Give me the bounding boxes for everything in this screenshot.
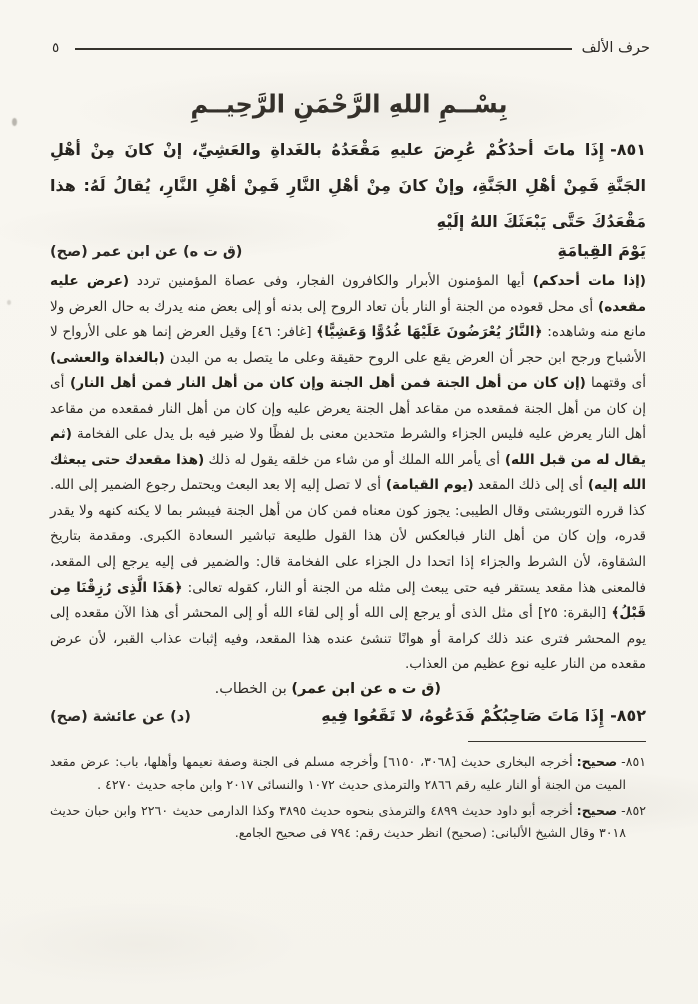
text-segment: أى إن كان من أهل الجنة فمقعده من مقاعد أهل الجنة يعرض عليه وإن كان من أهل النار فمقعده من مقاعد أهل النار يعرض عليه فليس الجزاء والشرط متحدين معنى بل لفظًا ولا ضير فيه بل يدل على الفخامة <box>50 375 646 443</box>
hadith-matn-tail: يَوْمَ القِيامَةِ <box>557 241 646 260</box>
footnotes <box>0 741 698 846</box>
quran-quote: ﴿النَّارُ يُعْرَضُونَ عَلَيْهَا غُدُوًّا وَعَشِيًّا﴾ <box>316 324 543 341</box>
commentary-attribution <box>50 681 646 697</box>
bold-text-segment: (يوم القيامة) <box>380 477 474 494</box>
commentary-section <box>50 269 646 697</box>
commentary-text <box>50 269 646 678</box>
attribution-sources: (ق ت ه عن ابن عمر) <box>291 680 441 697</box>
text-segment: أى إلى ذلك المقعد <box>473 477 583 494</box>
header-rule <box>75 48 571 50</box>
basmala: بِسْــمِ اللهِ الرَّحْمَنِ الرَّحِيــمِ <box>190 89 508 119</box>
hadith-text <box>321 706 646 725</box>
hadith-source: (ق ت ه) عن ابن عمر (صح) <box>50 244 243 260</box>
hadith-matn: إِذَا مَاتَ صَاحِبُكُمْ فَدَعُوهُ، لا تَقَعُوا فِيهِ <box>321 705 605 725</box>
hadith-matn: إِذَا ماتَ أحدُكُمْ عُرِضَ عليهِ مَقْعَدُهُ بالغَداةِ والعَشِيِّ، إنْ كانَ مِنْ أهْلِ الجَنَّةِ فَمِنْ أهْلِ الجَنَّةِ، وإنْ كانَ مِنْ أهْلِ النَّارِ فَمِنْ أهْلِ النَّارِ، يُقالُ لَهُ: هذا مَقْعَدُكَ حَتَّى يَبْعَثَكَ اللهُ إلَيْهِ <box>50 140 646 231</box>
bold-text-segment: (عرض عليه مقعده) <box>50 273 646 315</box>
scan-speck <box>7 300 11 305</box>
hadith-last-line <box>50 241 646 260</box>
footnote-grade: صحيح: <box>576 802 618 818</box>
hadith-entry-852 <box>50 706 646 725</box>
text-segment: أى يأمر الله الملك أو من شاء من خلقه يقول له ذلك <box>204 451 501 468</box>
page-number: ٥ <box>52 40 60 56</box>
bold-text-segment: (بالغداة والعشى) <box>50 349 165 366</box>
footnote-text: أخرجه البخارى حديث [٣٠٦٨، ٦١٥٠] وأخرجه مسلم فى الجنة وصفة نعيمها وأهلها، باب: عرض مقعد الميت من الجنة أو النار عليه رقم ٢٨٦٦ والترمذى حديث ١٠٧٢ والنسائى ٢٠١٧ وابن ماجه حديث ٤٢٧٠ . <box>50 753 626 792</box>
footnote-852 <box>50 800 646 846</box>
page-header <box>46 40 650 56</box>
text-segment: [غافر: ٤٦] وقيل العرض إنما هو على الأرواح لا الأشباح ورجح ابن حجر أن العرض يقع على الروح حقيقة وعلى ما يتصل به من البدن <box>50 324 646 366</box>
text-segment: أى لا تصل إليه إلا بعد البعث ويحتمل رجوع الضمير إلى الله. كذا قرره التوربشتى وقال الطيبى: يجوز كون معناه فمن كان من أهل الجنة فيبشر بما لا يكنه كنهه ولا يقدر قدره، وإن كان من أهل النار فبالعكس لأن هذا القول طليعة تباشير السعادة الكبرى. ومقدمة بتاريخ الشقاوة، لأن الشرط والجزاء إذا اتحدا دل الجزاء على الفخامة قال: والضمير فى إليه يرجع إلى المقعد، فالمعنى هذا مقعد يستقر فيه حتى يبعث إلى مثله من الجنة أو النار، كقوله تعالى: <box>50 477 647 596</box>
hadith-text <box>50 132 646 240</box>
footnote-text: أخرجه أبو داود حديث ٤٨٩٩ والترمذى بنحوه حديث ٣٨٩٥ وكذا الدارمى حديث ٢٢٦٠ وابن حبان حديث ٣٠١٨ وقال الشيخ الألبانى: (صحيح) انظر حديث رقم: ٧٩٤ فى صحيح الجامع. <box>50 802 626 841</box>
footnote-851 <box>50 751 646 797</box>
bold-text-segment: (ثم يقال له من قبل الله) <box>50 426 646 468</box>
footnote-number: ٨٥٢- <box>621 802 646 818</box>
footnote-separator <box>468 741 646 742</box>
bold-text-segment: (إذا مات أحدكم) <box>524 273 647 289</box>
hadith-entry-851 <box>50 132 646 260</box>
bold-text-segment: (إن كان من أهل الجنة فمن أهل الجنة وإن كان من أهل النار فمن أهل النار) <box>64 375 586 392</box>
attribution-rest: بن الخطاب. <box>214 680 292 697</box>
hadith-number: ٨٥١- <box>610 140 646 159</box>
hadith-source: (د) عن عائشة (صح) <box>50 708 191 725</box>
quran-quote: ﴿هَذَا الَّذِى رُزِقْنَا مِن قَبْلُ﴾ <box>50 579 647 622</box>
scan-speck <box>12 118 17 126</box>
text-segment: [البقرة: ٢٥] أى مثل الذى أو يرجع إلى الله أو إلى لقاء الله أو إلى المحشر أى هذا الآن مقعده إلى يوم المحشر فترى عند ذلك كرامة أو هوانًا تنشئ عنده هذا المقعد، وفيه إثبات عذاب القبر، لأن عرض مقعده من النار عليه نوع عظيم من العذاب. <box>50 605 646 673</box>
hadith-line <box>50 706 646 725</box>
text-segment: أى وقتهما <box>585 375 646 392</box>
bold-text-segment: (هذا مقعدك حتى يبعثك الله إليه) <box>50 451 646 494</box>
text-segment: أيها المؤمنون الأبرار والكافرون الفجار، وفى عصاة المؤمنين تردد <box>129 273 525 289</box>
text-segment: أى محل قعوده من الجنة أو النار بأن تعاد الروح إلى بدنه أو إلى بعض منه يدرك به حال العرض ولا مانع منه وشاهده: <box>50 298 646 341</box>
section-title: حرف الألف <box>581 40 650 56</box>
page-body <box>0 132 698 725</box>
hadith-number: ٨٥٢- <box>610 705 646 725</box>
footnote-grade: صحيح: <box>576 753 618 769</box>
footnote-number: ٨٥١- <box>621 753 646 769</box>
